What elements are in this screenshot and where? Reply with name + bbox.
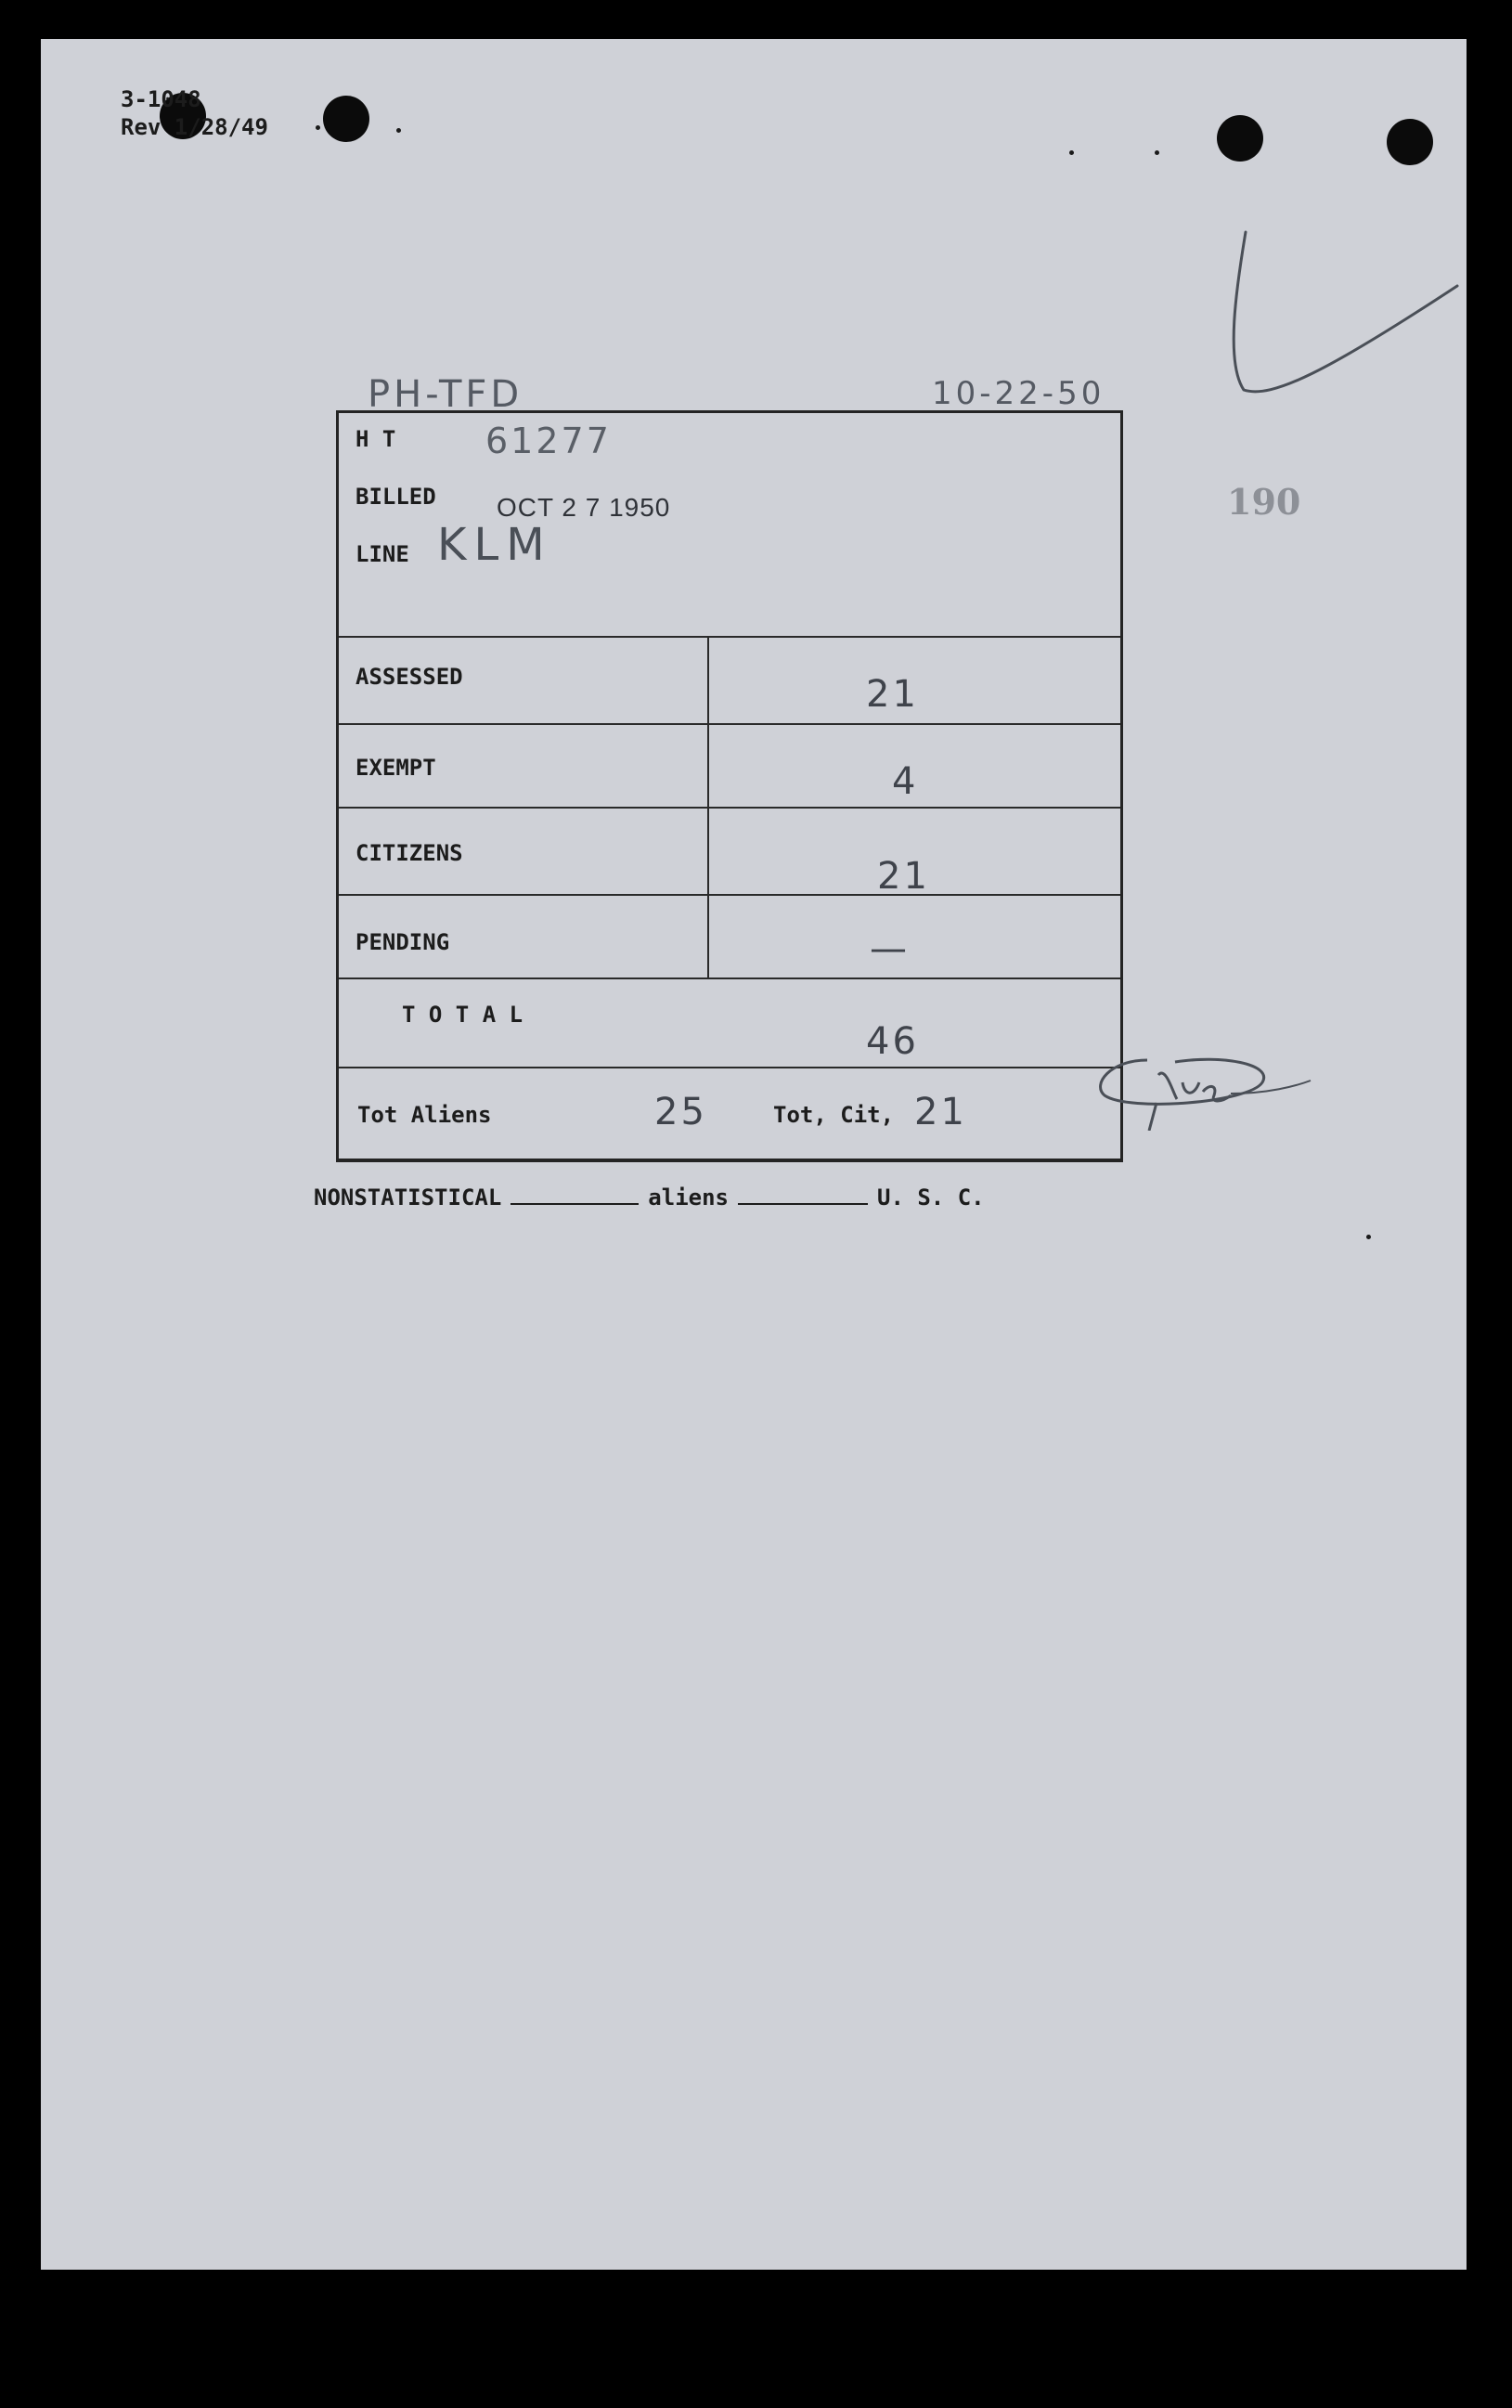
usc-label: U. S. C. — [877, 1185, 985, 1210]
form-revision: Rev 1/28/49 — [121, 114, 268, 140]
assessed-label: ASSESSED — [355, 664, 463, 690]
shipping-line: KLM — [437, 519, 552, 571]
ht-label: H T — [355, 426, 396, 452]
manifest-tally-form — [336, 410, 1123, 1162]
total-citizens-label: Tot, Cit, — [773, 1102, 895, 1128]
row-divider — [339, 723, 1120, 725]
punch-hole — [323, 96, 369, 142]
row-divider — [339, 894, 1120, 896]
citizens-value: 21 — [877, 855, 930, 898]
aliens-blank — [738, 1203, 868, 1205]
form-code-block — [121, 85, 268, 141]
assessed-value: 21 — [866, 673, 919, 716]
punch-hole — [1387, 119, 1433, 165]
pending-label: PENDING — [355, 929, 450, 955]
column-divider — [707, 636, 709, 979]
nonstatistical-line — [314, 1185, 985, 1210]
exempt-label: EXEMPT — [355, 755, 436, 781]
total-aliens-value: 25 — [654, 1091, 707, 1133]
inspector-initials-icon — [1092, 1038, 1314, 1131]
billed-date-stamp: OCT 2 7 1950 — [497, 493, 671, 522]
row-divider — [339, 807, 1120, 809]
aliens-label: aliens — [648, 1185, 729, 1210]
check-mark-icon — [1207, 223, 1467, 408]
speck — [1366, 1235, 1371, 1239]
speck — [396, 128, 401, 133]
nonstatistical-blank — [510, 1203, 639, 1205]
page-number: 190 — [1227, 481, 1301, 523]
citizens-label: CITIZENS — [355, 840, 463, 866]
billed-label: BILLED — [355, 484, 436, 510]
line-label: LINE — [355, 541, 409, 567]
total-aliens-label: Tot Aliens — [357, 1102, 492, 1128]
manifest-date: 10-22-50 — [932, 375, 1105, 412]
row-divider — [339, 977, 1120, 979]
row-divider — [339, 1067, 1120, 1068]
total-citizens-value: 21 — [914, 1091, 967, 1133]
punch-hole — [1217, 115, 1263, 162]
station-code: PH-TFD — [368, 373, 523, 416]
total-value: 46 — [866, 1020, 919, 1063]
total-label: T O T A L — [402, 1002, 523, 1028]
row-divider — [339, 636, 1120, 638]
speck — [1155, 150, 1159, 155]
speck — [1069, 150, 1074, 155]
nonstatistical-label: NONSTATISTICAL — [314, 1185, 502, 1210]
exempt-value: 4 — [892, 760, 919, 803]
form-code: 3-1048 — [121, 86, 201, 112]
speck — [316, 125, 320, 130]
ht-number: 61277 — [485, 421, 612, 461]
pending-value: — — [870, 927, 910, 970]
